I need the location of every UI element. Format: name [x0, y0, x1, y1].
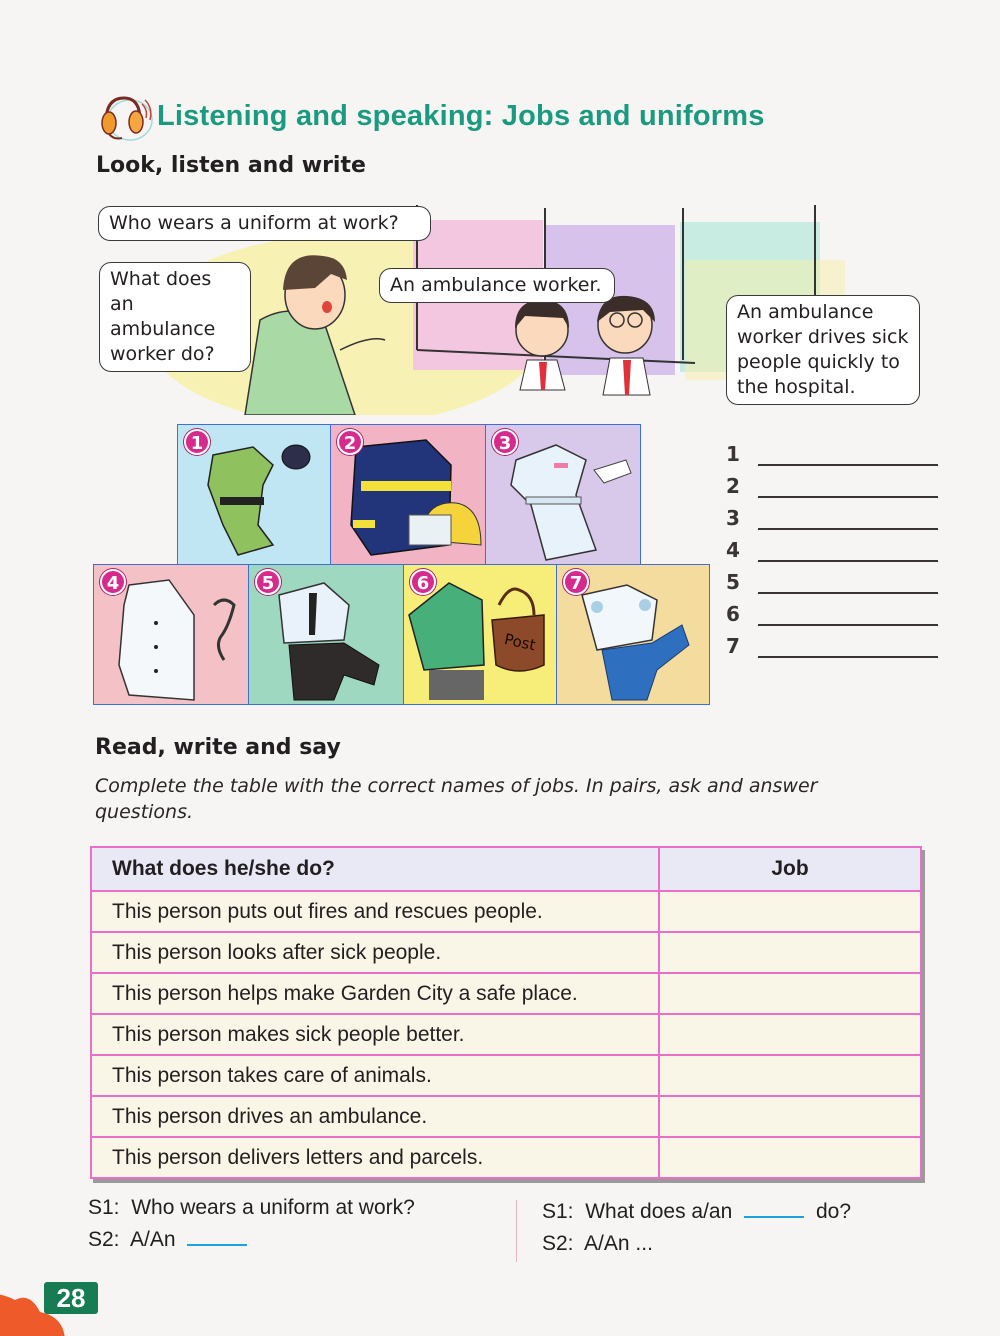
- job-answer-cell[interactable]: [659, 1055, 921, 1096]
- uniform-number-badge: 3: [492, 429, 518, 455]
- answer-blank[interactable]: [758, 464, 938, 466]
- bubble-line: What does an: [110, 268, 212, 315]
- speaker-label: S1:: [88, 1196, 120, 1219]
- classroom-scene: [95, 200, 935, 415]
- dialogue-text: do?: [815, 1200, 852, 1223]
- speech-bubble-an-ambulance-worker: An ambulance worker.: [379, 268, 615, 303]
- uniform-number-badge: 5: [255, 569, 281, 595]
- answer-blank[interactable]: [758, 592, 938, 594]
- job-description: This person makes sick people better.: [91, 1014, 659, 1055]
- dialogue-left-s2: [88, 1228, 253, 1252]
- uniform-number-badge: 1: [184, 429, 210, 455]
- uniform-tile-5: [248, 564, 404, 705]
- answer-row-2[interactable]: [726, 472, 941, 504]
- job-description: This person looks after sick people.: [91, 932, 659, 973]
- dialogue-right-s2: [542, 1232, 653, 1256]
- uniform-tile-4: [93, 564, 249, 705]
- answer-number: 3: [726, 506, 740, 530]
- dialogue-divider: [516, 1200, 517, 1262]
- answer-number: 6: [726, 602, 740, 626]
- job-answer-cell[interactable]: [659, 1014, 921, 1055]
- job-description: This person helps make Garden City a safe place.: [91, 973, 659, 1014]
- table-row: [91, 1014, 921, 1055]
- answer-number: 4: [726, 538, 740, 562]
- answer-row-3[interactable]: [726, 504, 941, 536]
- answer-blank[interactable]: [758, 528, 938, 530]
- page-title: Listening and speaking: Jobs and uniforms: [157, 100, 765, 132]
- speaker-label: S2:: [88, 1228, 120, 1251]
- speech-bubble-what-does-ambulance-worker-do: [99, 262, 251, 372]
- speaker-label: S1:: [542, 1200, 574, 1223]
- answer-row-7[interactable]: [726, 632, 941, 664]
- bubble-line: the hospital.: [737, 376, 856, 398]
- job-description: This person takes care of animals.: [91, 1055, 659, 1096]
- answer-blank[interactable]: [758, 560, 938, 562]
- headphones-icon: [96, 92, 154, 144]
- post-bag-label: Post: [502, 630, 538, 655]
- table-row: [91, 1055, 921, 1096]
- section-title-read-write-say: Read, write and say: [95, 735, 341, 760]
- uniform-tile-6: [403, 564, 557, 705]
- answer-row-4[interactable]: [726, 536, 941, 568]
- bubble-line: people quickly to: [737, 351, 900, 373]
- speech-bubble-who-wears-uniform: Who wears a uniform at work?: [98, 206, 431, 241]
- table-header-row: [91, 847, 921, 891]
- answer-blank[interactable]: [758, 656, 938, 658]
- answer-row-6[interactable]: [726, 600, 941, 632]
- answer-number: 1: [726, 442, 740, 466]
- table-row: [91, 973, 921, 1014]
- section-title-look-listen-write: Look, listen and write: [96, 153, 366, 178]
- answer-row-1[interactable]: [726, 440, 941, 472]
- uniform-tile-1: [177, 424, 331, 565]
- table-row: [91, 1137, 921, 1178]
- uniform-tile-2: [330, 424, 486, 565]
- uniform-tile-7: [556, 564, 710, 705]
- answer-blank[interactable]: [758, 624, 938, 626]
- dialogue-right-s1: [542, 1200, 851, 1224]
- table-row: [91, 891, 921, 932]
- job-description: This person delivers letters and parcels.: [91, 1137, 659, 1178]
- job-answer-cell[interactable]: [659, 973, 921, 1014]
- table-row: [91, 1096, 921, 1137]
- dialogue-text: What does a/an: [585, 1200, 733, 1223]
- fill-in-blank[interactable]: [744, 1216, 804, 1218]
- page-number: 28: [44, 1282, 98, 1314]
- answer-lines: [726, 440, 941, 665]
- speech-bubble-ambulance-worker-drives: [726, 295, 920, 405]
- job-description: This person puts out fires and rescues people.: [91, 891, 659, 932]
- jobs-table: [90, 846, 922, 1179]
- answer-row-5[interactable]: [726, 568, 941, 600]
- job-description: This person drives an ambulance.: [91, 1096, 659, 1137]
- bubble-line: worker drives sick: [737, 326, 909, 348]
- table-row: [91, 932, 921, 973]
- uniform-number-badge: 7: [563, 569, 589, 595]
- bubble-line: worker do?: [110, 343, 215, 365]
- job-answer-cell[interactable]: [659, 891, 921, 932]
- answer-blank[interactable]: [758, 496, 938, 498]
- speaker-label: S2:: [542, 1232, 574, 1255]
- uniform-tile-3: [485, 424, 641, 565]
- dialogue-text: A/An: [130, 1228, 176, 1251]
- answer-number: 2: [726, 474, 740, 498]
- job-answer-cell[interactable]: [659, 1096, 921, 1137]
- dialogue-text: Who wears a uniform at work?: [131, 1196, 415, 1219]
- dialogue-left-s1: [88, 1196, 415, 1220]
- fill-in-blank[interactable]: [187, 1244, 247, 1246]
- uniform-number-badge: 6: [410, 569, 436, 595]
- instructions-text: Complete the table with the correct names of jobs. In pairs, ask and answer questions.: [95, 775, 818, 823]
- table-header-description: What does he/she do?: [91, 847, 659, 891]
- answer-number: 7: [726, 634, 740, 658]
- job-answer-cell[interactable]: [659, 1137, 921, 1178]
- bubble-line: An ambulance: [737, 301, 874, 323]
- uniform-number-badge: 2: [337, 429, 363, 455]
- table-header-job: Job: [659, 847, 921, 891]
- dialogue-text: A/An ...: [584, 1232, 653, 1255]
- job-answer-cell[interactable]: [659, 932, 921, 973]
- bubble-line: ambulance: [110, 318, 216, 340]
- answer-number: 5: [726, 570, 740, 594]
- uniform-number-badge: 4: [100, 569, 126, 595]
